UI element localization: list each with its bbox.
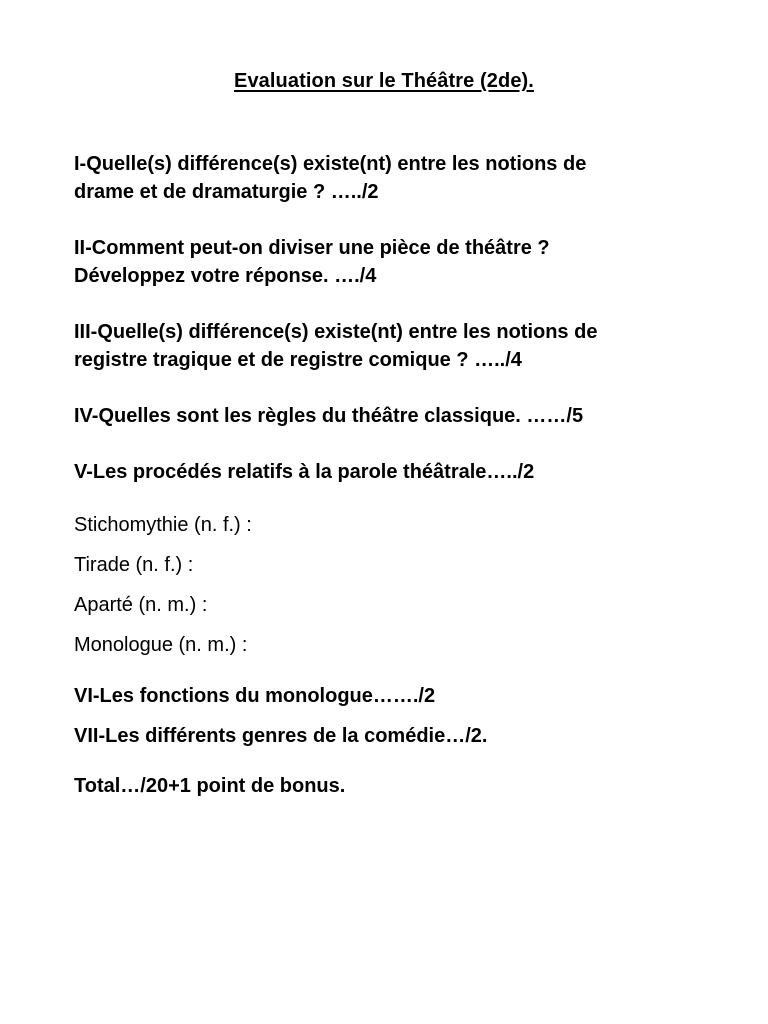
question-text-line: Développez votre réponse. …./4 [74, 265, 377, 287]
question-2 [74, 234, 704, 290]
question-text-line: Quelle(s) différence(s) existe(nt) entre les notions de [97, 321, 598, 343]
question-text-line: Quelle(s) différence(s) existe(nt) entre les notions de [86, 153, 587, 175]
question-number: II- [74, 237, 92, 259]
question-number: III- [74, 321, 98, 343]
definition-monologue: Monologue (n. m.) : [74, 634, 248, 656]
question-3 [74, 318, 704, 374]
question-6: VI-Les fonctions du monologue……./2 [74, 685, 436, 707]
definition-tirade: Tirade (n. f.) : [74, 554, 194, 576]
definition-stichomythie: Stichomythie (n. f.) : [74, 514, 252, 536]
question-7: VII-Les différents genres de la comédie…/2. [74, 725, 488, 747]
question-1 [74, 150, 704, 206]
question-4 [74, 402, 704, 430]
question-5 [74, 458, 704, 486]
total-score: Total…/20+1 point de bonus. [74, 775, 346, 797]
definition-aparte: Aparté (n. m.) : [74, 594, 208, 616]
question-text-line: registre tragique et de registre comique ? …../4 [74, 349, 522, 371]
page-title: Evaluation sur le Théâtre (2de). [234, 70, 534, 92]
question-number: V- [74, 461, 93, 483]
question-text-line: Comment peut-on diviser une pièce de théâtre ? [91, 237, 550, 259]
question-number: IV- [74, 405, 99, 427]
question-number: I- [74, 153, 87, 175]
question-text-line: Les procédés relatifs à la parole théâtrale…../2 [92, 461, 535, 483]
question-text-line: Quelles sont les règles du théâtre classique. ……/5 [98, 405, 584, 427]
question-text-line: drame et de dramaturgie ? …../2 [74, 181, 379, 203]
